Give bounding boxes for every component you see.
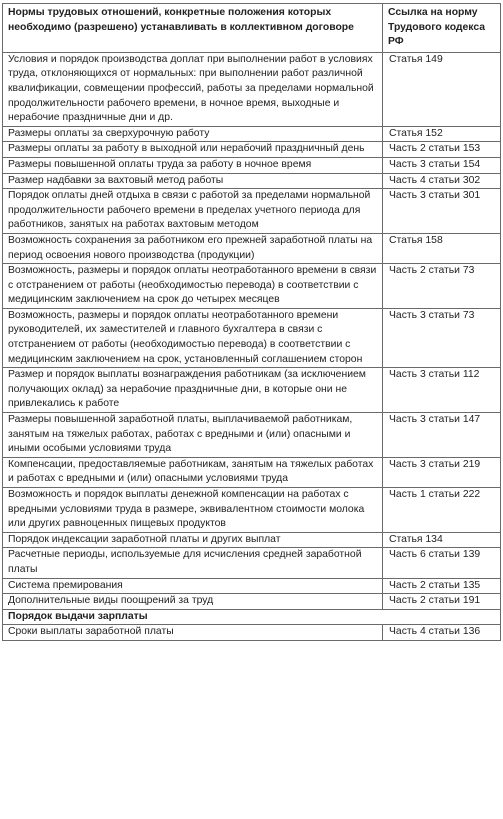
table-row [3, 457, 501, 487]
norm-cell: Возможность, размеры и порядок оплаты неотработанного времени в связи с отстранением от работы (необходимостью перевода) в соответствии с медицинским заключением на срок до четырех месяцев [3, 264, 383, 309]
reference-cell: Часть 1 статьи 222 [383, 488, 501, 533]
norm-cell: Размер и порядок выплаты вознаграждения работникам (за исключением получающих оклад) за нерабочие праздничные дни, в которые они не привлекались к работе [3, 368, 383, 413]
reference-cell: Статья 152 [383, 126, 501, 142]
norm-cell: Возможность, размеры и порядок оплаты неотработанного времени руководителей, их заместителей и главного бухгалтера в связи с отстранением от работы (необходимостью перевода) в соответствии с медицинским заключением на срок, установленный соглашением сторон [3, 308, 383, 367]
norm-cell: Размеры оплаты за работу в выходной или нерабочий праздничный день [3, 142, 383, 158]
table-row [3, 488, 501, 533]
norm-cell: Возможность и порядок выплаты денежной компенсации на работах с вредными условиями труда в размере, эквивалентном стоимости молока или других равноценных пищевых продуктов [3, 488, 383, 533]
reference-cell: Часть 3 статьи 147 [383, 413, 501, 458]
table-row [3, 189, 501, 234]
norm-cell: Размер надбавки за вахтовый метод работы [3, 173, 383, 189]
reference-cell: Часть 3 статьи 219 [383, 457, 501, 487]
norm-cell: Сроки выплаты заработной платы [3, 625, 383, 641]
table-row [3, 548, 501, 578]
table-row [3, 264, 501, 309]
table-row [3, 173, 501, 189]
table-header-row [3, 4, 501, 53]
reference-cell: Статья 158 [383, 233, 501, 263]
table-row [3, 368, 501, 413]
table-row [3, 532, 501, 548]
norm-cell: Порядок оплаты дней отдыха в связи с работой за пределами нормальной продолжительности рабочего времени в пределах учетного периода для работников, занятых на работах вахтовым методом [3, 189, 383, 234]
table-row [3, 142, 501, 158]
reference-cell: Часть 3 статьи 154 [383, 157, 501, 173]
table-row [3, 52, 501, 126]
reference-cell: Часть 3 статьи 301 [383, 189, 501, 234]
table-row [3, 126, 501, 142]
reference-cell: Часть 3 статьи 112 [383, 368, 501, 413]
header-norms: Нормы трудовых отношений, конкретные положения которых необходимо (разрешено) устанавливать в коллективном договоре [3, 4, 383, 53]
norm-cell: Условия и порядок производства доплат при выполнении работ в условиях труда, отклоняющихся от нормальных: при выполнении работ различной квалификации, совмещении профессий, работы за пределами нормальной продолжительности рабочего времени, в ночное время, выходные и нерабочие праздничные дни и др. [3, 52, 383, 126]
table-row [3, 578, 501, 594]
reference-cell: Часть 2 статьи 153 [383, 142, 501, 158]
table-row [3, 625, 501, 641]
reference-cell: Часть 2 статьи 135 [383, 578, 501, 594]
header-reference: Ссылка на норму Трудового кодекса РФ [383, 4, 501, 53]
section-row [3, 609, 501, 625]
norm-cell: Размеры повышенной заработной платы, выплачиваемой работникам, занятым на тяжелых работах, работах с вредными и (или) опасными и иными особыми условиями труда [3, 413, 383, 458]
reference-cell: Часть 6 статьи 139 [383, 548, 501, 578]
table-row [3, 594, 501, 610]
reference-cell: Часть 2 статьи 191 [383, 594, 501, 610]
norm-cell: Размеры повышенной оплаты труда за работу в ночное время [3, 157, 383, 173]
norm-cell: Порядок индексации заработной платы и других выплат [3, 532, 383, 548]
table-row [3, 413, 501, 458]
reference-cell: Часть 3 статьи 73 [383, 308, 501, 367]
labor-norms-table [2, 3, 501, 641]
reference-cell: Статья 134 [383, 532, 501, 548]
norm-cell: Компенсации, предоставляемые работникам, занятым на тяжелых работах и работах с вредными и (или) опасными условиями труда [3, 457, 383, 487]
section-title: Порядок выдачи зарплаты [3, 609, 501, 625]
reference-cell: Часть 2 статьи 73 [383, 264, 501, 309]
table-row [3, 308, 501, 367]
norm-cell: Возможность сохранения за работником его прежней заработной платы на период освоения нового производства (продукции) [3, 233, 383, 263]
reference-cell: Статья 149 [383, 52, 501, 126]
reference-cell: Часть 4 статьи 302 [383, 173, 501, 189]
reference-cell: Часть 4 статьи 136 [383, 625, 501, 641]
norm-cell: Размеры оплаты за сверхурочную работу [3, 126, 383, 142]
norm-cell: Система премирования [3, 578, 383, 594]
norm-cell: Расчетные периоды, используемые для исчисления средней заработной платы [3, 548, 383, 578]
norm-cell: Дополнительные виды поощрений за труд [3, 594, 383, 610]
table-row [3, 157, 501, 173]
table-row [3, 233, 501, 263]
